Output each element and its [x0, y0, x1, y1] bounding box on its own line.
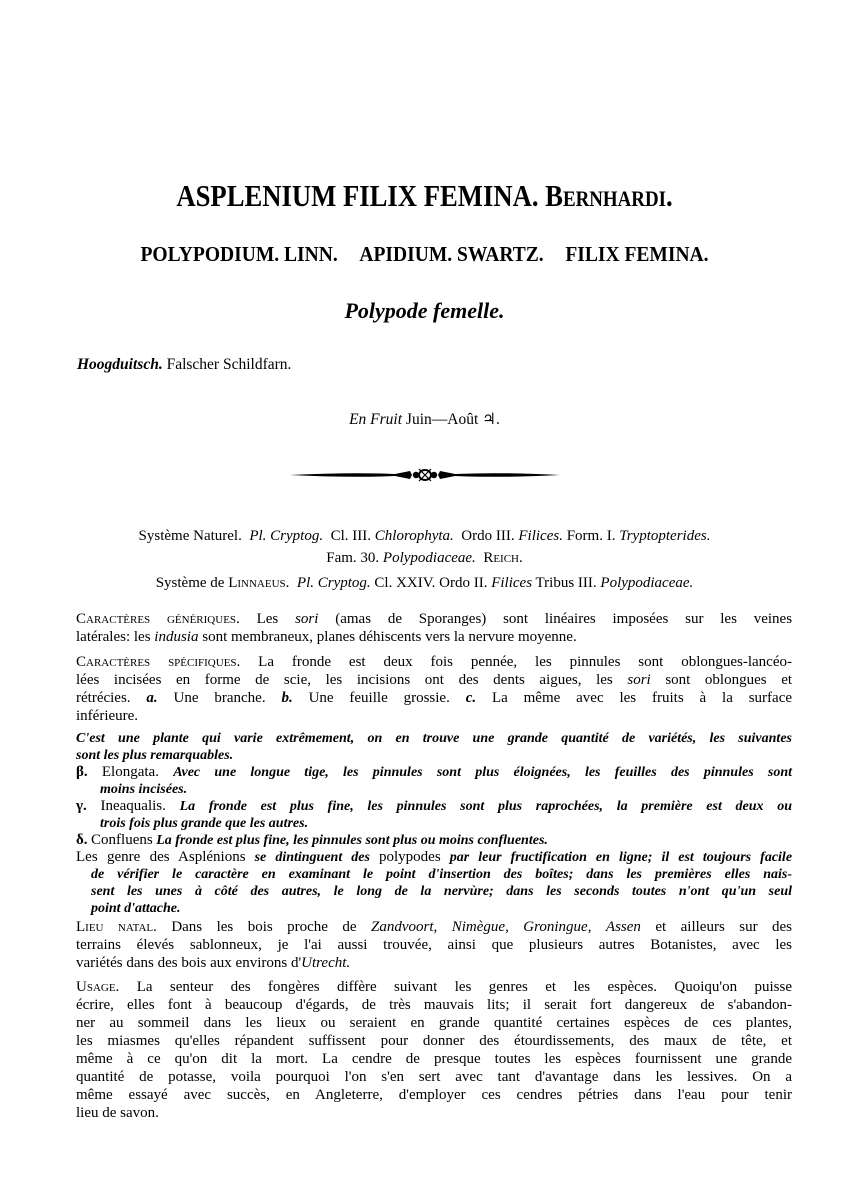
text-line	[76, 653, 792, 671]
text-line: inférieure.	[76, 708, 139, 724]
text-line: ner au sommeil dans les lieux ou seraient en grande quantité certaines espèces de ces plantes,	[76, 1015, 792, 1031]
variety-mark: β.	[76, 764, 88, 780]
text: ,	[433, 919, 438, 935]
value: Pl. Cryptog.	[296, 575, 371, 591]
text-line: point d'attache.	[91, 901, 181, 916]
text-line: C'est une plante qui varie extrêmement, on en trouve une grande quantité de variétés, les suivantes	[76, 731, 792, 746]
text-line	[76, 689, 792, 707]
synonyms	[30, 242, 820, 267]
value: Cl. III.	[330, 528, 372, 544]
ornament-divider-icon	[290, 466, 560, 484]
text: Une feuille grossie.	[308, 690, 450, 706]
figure-letter: c.	[465, 690, 477, 706]
figure-letter: b.	[281, 690, 293, 706]
text-line	[76, 978, 792, 996]
specific-characters	[76, 653, 792, 725]
variety-gamma	[76, 798, 792, 815]
text-line: écrire, elles font à beaucoup d'égards, de très mauvais lits; il serait fort dangereux de s'abandon-	[76, 997, 792, 1013]
text: Une branche.	[173, 690, 266, 706]
value: Cl. XXIV.	[374, 575, 436, 591]
usage	[76, 978, 792, 1122]
text: Groningue	[523, 919, 588, 935]
text-line	[76, 671, 792, 689]
text: sont membraneux, planes déhiscents vers la nervure moyenne.	[202, 629, 577, 645]
synonym: FILIX FEMINA.	[565, 242, 709, 266]
text: variétés dans des bois aux environs d'	[76, 955, 302, 971]
variety-beta	[76, 764, 792, 781]
systeme-naturel-line2	[0, 550, 849, 567]
value: Chlorophyta.	[374, 528, 454, 544]
text: Nimègue	[451, 919, 506, 935]
text-line: moins incisées.	[100, 782, 188, 797]
section-heading: Caractères spécifiques.	[76, 654, 241, 670]
text: Avec une longue tige, les pinnules sont plus éloignées, les feuilles des pinnules sont	[173, 765, 793, 780]
text: Utrecht.	[301, 955, 351, 971]
vernacular-label: Hoogduitsch.	[77, 356, 163, 373]
text-line: les miasmes qu'elles répandent suffissent pour donner des étourdissements, des maux de tête, et	[76, 1033, 792, 1049]
synonym: APIDIUM. SWARTZ.	[359, 242, 544, 266]
text: Zandvoort	[371, 919, 434, 935]
variety-name: Confluens	[91, 832, 153, 848]
fruit-label: En Fruit	[349, 411, 403, 428]
text: indusia	[154, 629, 199, 645]
text-line	[76, 610, 792, 628]
vernacular-value: Falscher Schildfarn.	[166, 356, 292, 373]
text-line: terrains élevés sablonneux, je l'ai aussi trouvée, ainsi que plusieurs autres Botanistes, avec les	[76, 937, 792, 953]
text: (amas de Sporanges) sont linéaires imposées sur les veines	[335, 611, 793, 627]
value: Tryptopterides.	[619, 528, 711, 544]
systeme-naturel-line1	[0, 528, 849, 545]
variety-mark: γ.	[76, 798, 87, 814]
value: Polypodiaceae.	[382, 550, 476, 566]
text: ,	[587, 919, 592, 935]
text: sont oblongues et	[665, 672, 793, 688]
text-line	[76, 849, 792, 866]
text: ,	[505, 919, 509, 935]
text-line	[76, 628, 792, 646]
varieties	[76, 730, 792, 917]
text: La senteur des fongères diffère suivant les genres et les espèces. Quoiqu'on puisse	[136, 979, 793, 995]
text: se dintinguent des	[254, 850, 370, 865]
section-heading: Usage.	[76, 979, 120, 995]
fruit-period: Juin—Août	[405, 411, 479, 428]
variety-mark: δ.	[76, 832, 88, 848]
text-line	[76, 954, 792, 972]
text-line	[76, 918, 792, 936]
text-line: même à ce qu'on dit la mort. La cendre de presque toutes les espèces fournissent une grande	[76, 1051, 792, 1067]
generic-characters	[76, 610, 792, 646]
text: lées incisées en forme de scie, les incisions ont des dents aigues, les	[76, 672, 613, 688]
text: rétrécies.	[76, 690, 131, 706]
text: La même avec les fruits à la surface	[491, 690, 793, 706]
text: La fronde est plus fine, les pinnules sont plus ou moins confluentes.	[156, 833, 548, 848]
label: Système Naturel.	[138, 528, 242, 544]
value: Tribus III.	[535, 575, 597, 591]
text: et ailleurs sur des	[655, 919, 793, 935]
text-line: même essayé avec succès, en Angleterre, d'employer ces cendres pétries dans l'eau pour tenir	[76, 1087, 792, 1103]
variety-name: Elongata.	[101, 764, 159, 780]
species-name: ASPLENIUM FILIX FEMINA.	[176, 178, 539, 213]
synonym: POLYPODIUM. LINN.	[140, 242, 338, 266]
value: Ordo III.	[461, 528, 515, 544]
value: Pl. Cryptog.	[249, 528, 324, 544]
value: Polypodiaceae.	[600, 575, 694, 591]
species-author: Bernhardi.	[545, 178, 673, 213]
text: La fronde est plus fine, les pinnules sont plus raprochées, la première est deux ou	[179, 799, 793, 814]
fruiting-period	[0, 410, 849, 429]
text: sori	[295, 611, 319, 627]
text: Assen	[605, 919, 641, 935]
vernacular-name	[77, 356, 291, 374]
label: Linnaeus.	[228, 575, 290, 591]
text: Les	[256, 611, 279, 627]
text: Dans les bois proche de	[171, 919, 357, 935]
text-line: lieu de savon.	[76, 1105, 159, 1121]
value: Reich.	[483, 550, 523, 566]
text: sori	[627, 672, 651, 688]
value: Form. I.	[566, 528, 616, 544]
text-line: sont les plus remarquables.	[76, 748, 234, 763]
section-heading: Lieu natal.	[76, 919, 157, 935]
native-place	[76, 918, 792, 972]
text: polypodes	[379, 849, 441, 865]
perennial-symbol: ♃.	[482, 411, 500, 428]
value: Filices	[491, 575, 533, 591]
value: Fam. 30.	[326, 550, 380, 566]
text: par leur fructification en ligne; il est toujours facile	[449, 850, 793, 865]
page-title	[59, 178, 789, 214]
text-line: trois fois plus grande que les autres.	[100, 816, 309, 831]
figure-letter: a.	[146, 690, 158, 706]
common-name: Polypode femelle.	[344, 298, 505, 323]
text-line: quantité de potasse, voila pourquoi l'on s'en sert avec tant d'avantage dans les lessives. On a	[76, 1069, 792, 1085]
variety-delta	[76, 832, 792, 849]
text: La fronde est deux fois pennée, les pinnules sont oblongues-lancéo-	[258, 654, 792, 670]
text: Les genre des Asplénions	[76, 849, 246, 865]
value: Filices.	[518, 528, 563, 544]
value: Ordo II.	[439, 575, 488, 591]
section-heading: Caractères génériques.	[76, 611, 240, 627]
label: Système de	[155, 575, 225, 591]
text: latérales: les	[76, 629, 151, 645]
systeme-linnaeus	[0, 575, 849, 592]
text-line: sent les unes à côté des autres, le long de la nervùre; dans les seconds toutes n'ont qu'un seul	[91, 884, 792, 899]
variety-name: Ineaqualis.	[100, 798, 166, 814]
text-line: de vérifier le caractère en examinant le point d'insertion des boîtes; dans les premières elles nais-	[91, 867, 792, 882]
